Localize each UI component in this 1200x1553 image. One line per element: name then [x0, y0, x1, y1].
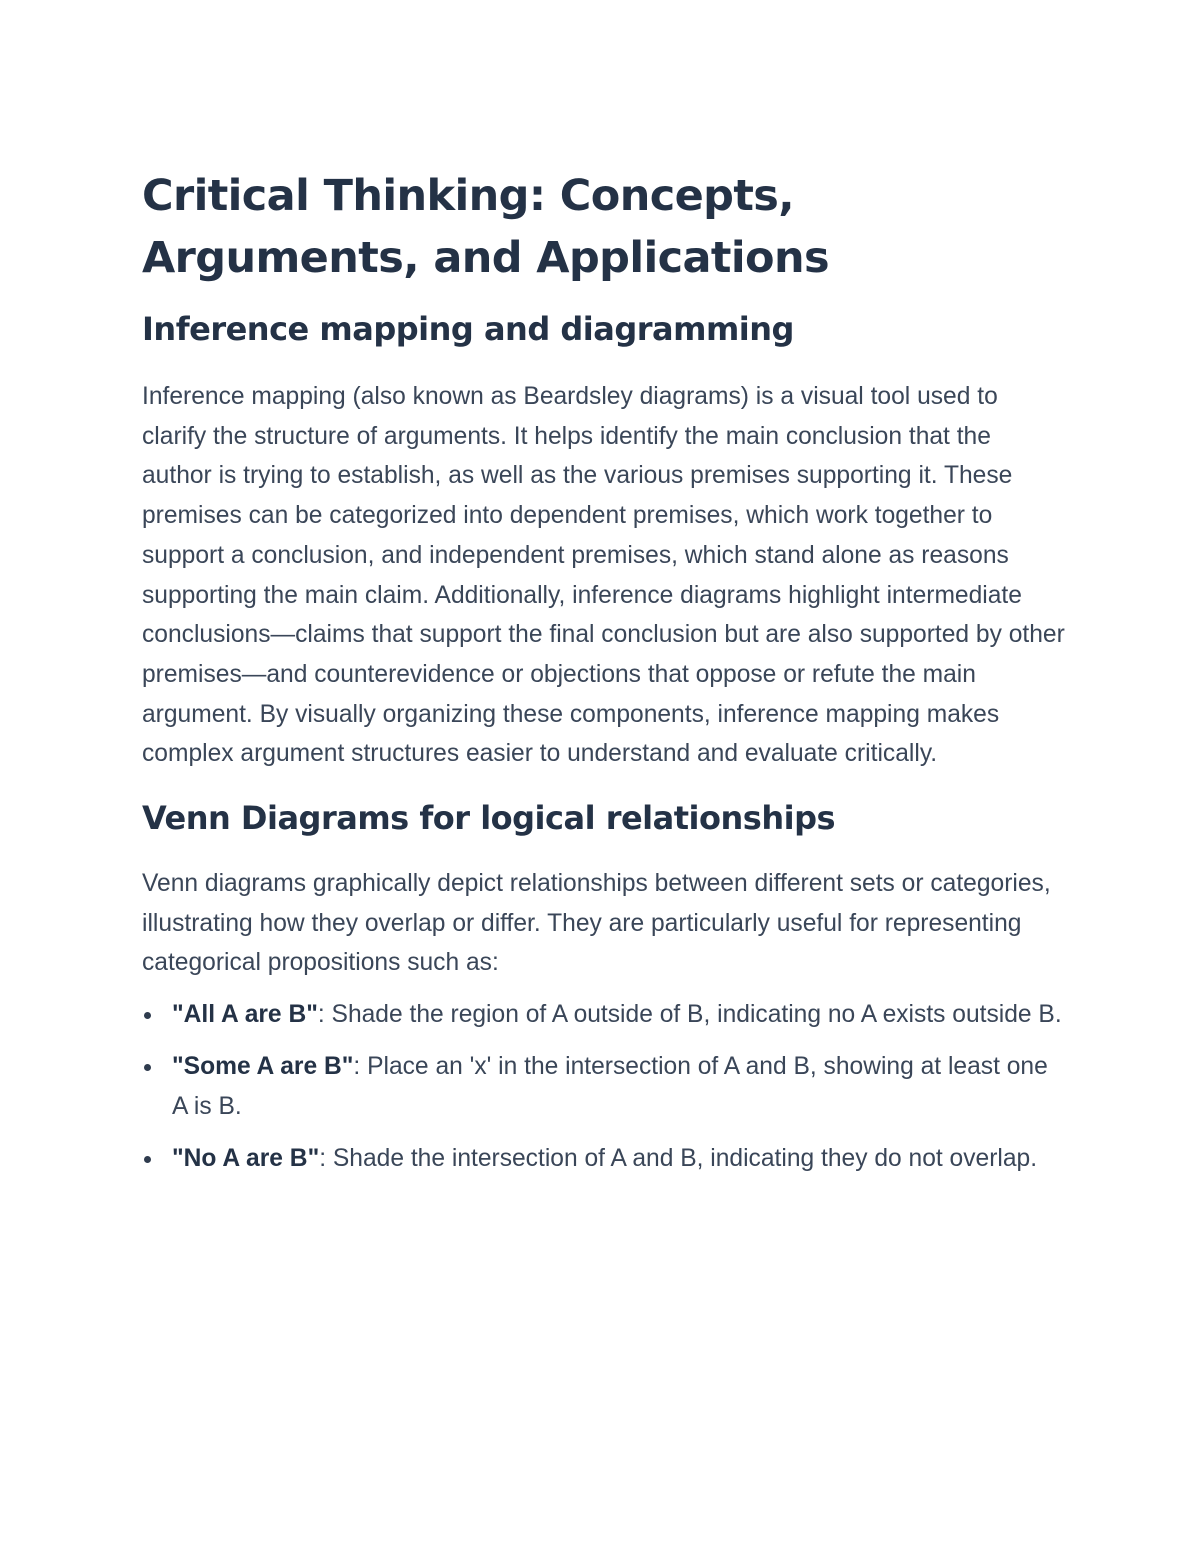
section-heading-inference-mapping: Inference mapping and diagramming: [142, 310, 794, 348]
bullet-term: "All A are B": [172, 1001, 318, 1029]
list-item-no-a-are-b: [142, 1139, 1067, 1179]
bullet-term: "No A are B": [172, 1145, 320, 1173]
bullet-icon: [144, 1064, 151, 1071]
inference-mapping-paragraph: Inference mapping (also known as Beardsley diagrams) is a visual tool used to clarify the structure of arguments. It helps identify the main conclusion that the author is trying to establish, as well as the various premises supporting it. These premises can be categorized into dependent premises, which work together to support a conclusion, and independent premises, which stand alone as reasons supporting the main claim. Additionally, inference diagrams highlight intermediate conclusions—claims that support the final conclusion but are also supported by other premises—and counterevidence or objections that oppose or refute the main argument. By visually organizing these components, inference mapping makes complex argument structures easier to understand and evaluate critically.: [142, 383, 1065, 768]
list-item-all-a-are-b: [142, 995, 1067, 1035]
section-heading-venn-diagrams: Venn Diagrams for logical relationships: [142, 799, 836, 838]
bullet-text: : Shade the intersection of A and B, indicating they do not overlap.: [319, 1145, 1038, 1173]
bullet-text: : Place an 'x' in the intersection of A and B, showing at least one A is B.: [172, 1053, 1048, 1121]
list-item-some-a-are-b: [142, 1047, 1067, 1127]
proposition-list: [142, 995, 1067, 1179]
venn-diagrams-paragraph: Venn diagrams graphically depict relationships between different sets or categories, illustrating how they overlap or differ. They are particularly useful for representing categorical propositions such as:: [142, 870, 1051, 977]
bullet-icon: [144, 1012, 151, 1019]
bullet-text: : Shade the region of A outside of B, indicating no A exists outside B.: [317, 1001, 1062, 1029]
document-page: [142, 165, 1067, 1191]
bullet-icon: [144, 1156, 151, 1163]
document-title: Critical Thinking: Concepts, Arguments, and Applications: [142, 171, 829, 283]
bullet-term: "Some A are B": [172, 1053, 354, 1081]
